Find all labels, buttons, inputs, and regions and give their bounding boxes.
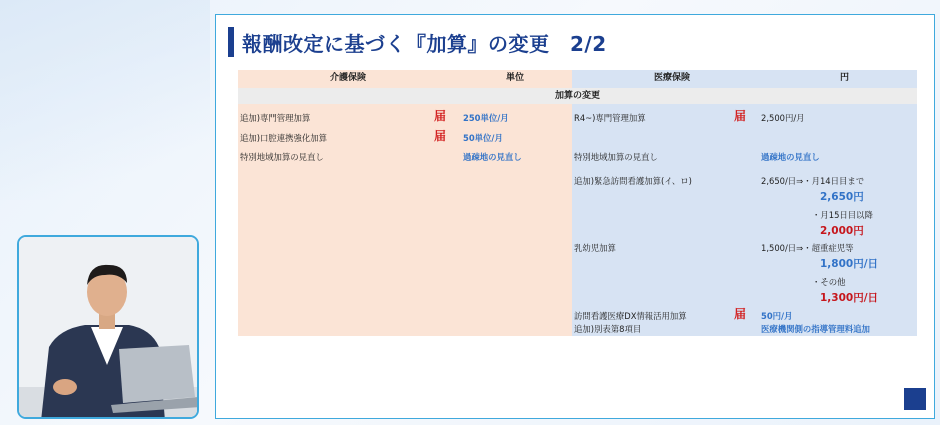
slide-title: 報酬改定に基づく『加算』の変更 2/2 [242, 32, 607, 56]
right-row-2-name: 特別地域加算の見直し [574, 152, 658, 162]
corner-logo-square [904, 388, 926, 410]
left-row-2-name: 追加)口腔連携強化加算 [240, 133, 328, 143]
left-row-3-name: 特別地域加算の見直し [240, 152, 324, 162]
header-en: 円 [839, 73, 849, 83]
left-row-1-value: 250単位/月 [463, 113, 509, 123]
left-row-2-value: 50単位/月 [463, 133, 503, 143]
right-row-3-amount1: 2,650円 [820, 191, 864, 203]
left-row-3-value: 過疎地の見直し [463, 152, 522, 162]
right-row-4-amount1: 1,800円/日 [820, 258, 879, 270]
kaigo-column-bg [238, 70, 572, 336]
right-row-6-name: 追加)別表第8項目 [574, 324, 642, 334]
header-kaigo: 介護保険 [329, 73, 366, 83]
right-row-3-amount2: 2,000円 [820, 225, 864, 237]
right-row-5-todoke: 届 [734, 307, 747, 321]
right-row-4-line2: ・その他 [812, 277, 846, 287]
right-row-4-line1: 1,500/日⇒・超重症児等 [761, 243, 854, 253]
webcam-panel [17, 235, 199, 419]
addition-change-table [238, 70, 917, 336]
subheader-kasan-change: 加算の変更 [238, 88, 917, 104]
right-row-2-value: 過疎地の見直し [761, 152, 820, 162]
right-row-1-name: R4~)専門管理加算 [574, 113, 646, 123]
header-tani: 単位 [505, 73, 524, 83]
background-decoration [0, 0, 210, 200]
presentation-slide [215, 14, 935, 419]
right-row-6-value: 医療機関側の指導管理料追加 [761, 324, 870, 334]
right-row-4-name: 乳幼児加算 [574, 243, 616, 253]
presenter-video [19, 237, 199, 419]
right-row-4-amount2: 1,300円/日 [820, 292, 879, 304]
left-row-1-todoke: 届 [434, 109, 447, 123]
right-row-3-line2: ・月15日目以降 [812, 210, 873, 220]
right-row-3-name: 追加)緊急訪問看護加算(イ、ロ) [574, 176, 692, 186]
left-row-1-name: 追加)専門管理加算 [240, 113, 311, 123]
header-iryo: 医療保険 [653, 73, 690, 83]
right-row-3-line1: 2,650/日⇒・月14日目まで [761, 176, 865, 186]
left-row-2-todoke: 届 [434, 129, 447, 143]
right-row-1-todoke: 届 [734, 109, 747, 123]
right-row-5-value: 50円/月 [761, 311, 793, 321]
right-row-5-name: 訪問看護医療DX情報活用加算 [574, 311, 687, 321]
right-row-1-value: 2,500円/月 [761, 113, 805, 123]
title-accent-bar [228, 27, 234, 57]
